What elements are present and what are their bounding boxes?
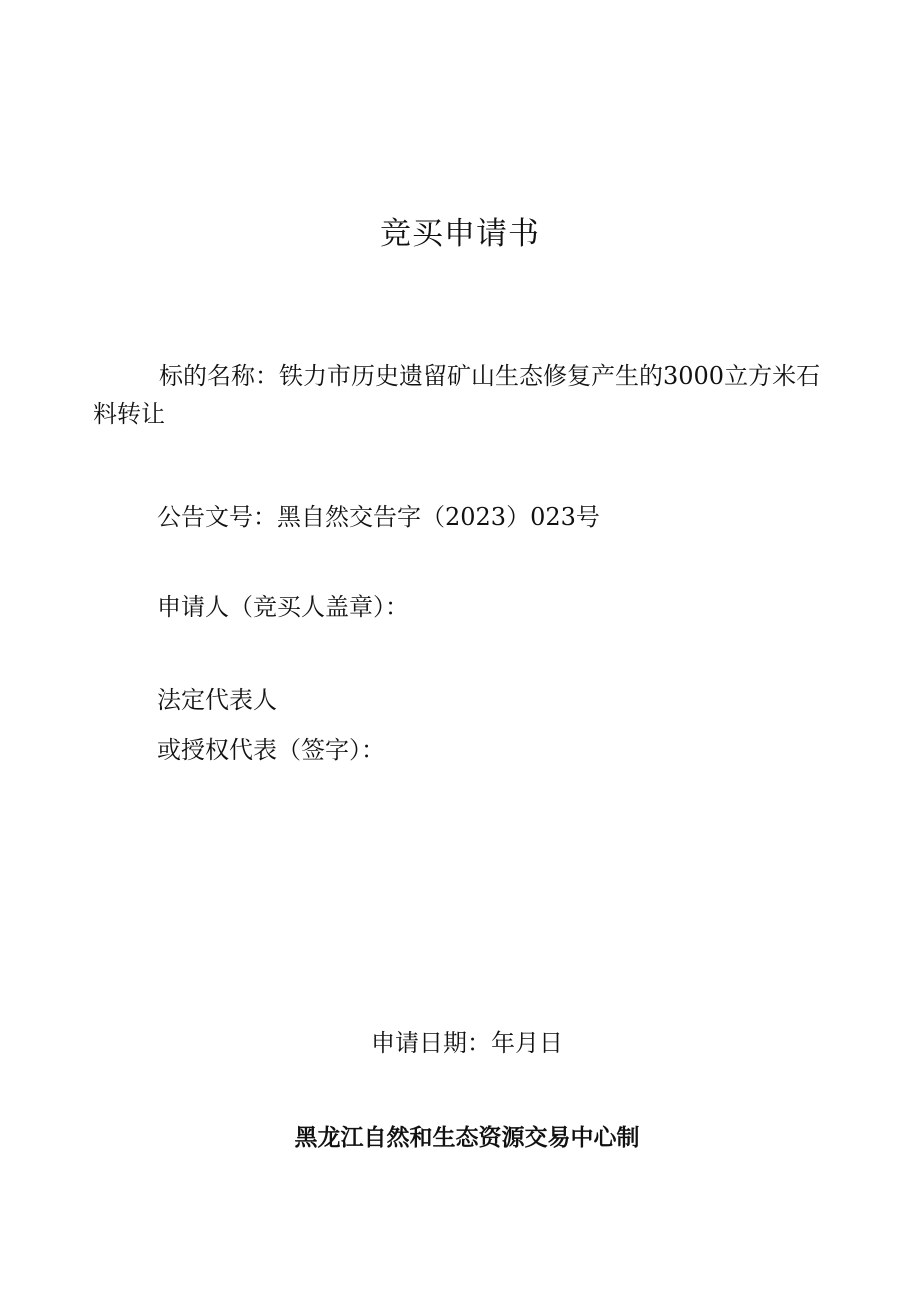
document-title: 竞买申请书 (380, 216, 540, 252)
notice-number: 公告文号：黑自然交告字（2023）023号 (157, 503, 600, 531)
applicant-seal-line: 申请人（竞买人盖章）： (157, 593, 409, 621)
issuer-line: 黑龙江自然和生态资源交易中心制 (294, 1125, 640, 1151)
application-date: 申请日期：年月日 (371, 1029, 563, 1057)
subject-name: 标的名称：铁力市历史遗留矿山生态修复产生的3000立方米石料转让 (93, 362, 821, 428)
authorized-representative-signature-line: 或授权代表（签字）： (157, 736, 385, 764)
legal-representative-label: 法定代表人 (157, 686, 277, 714)
